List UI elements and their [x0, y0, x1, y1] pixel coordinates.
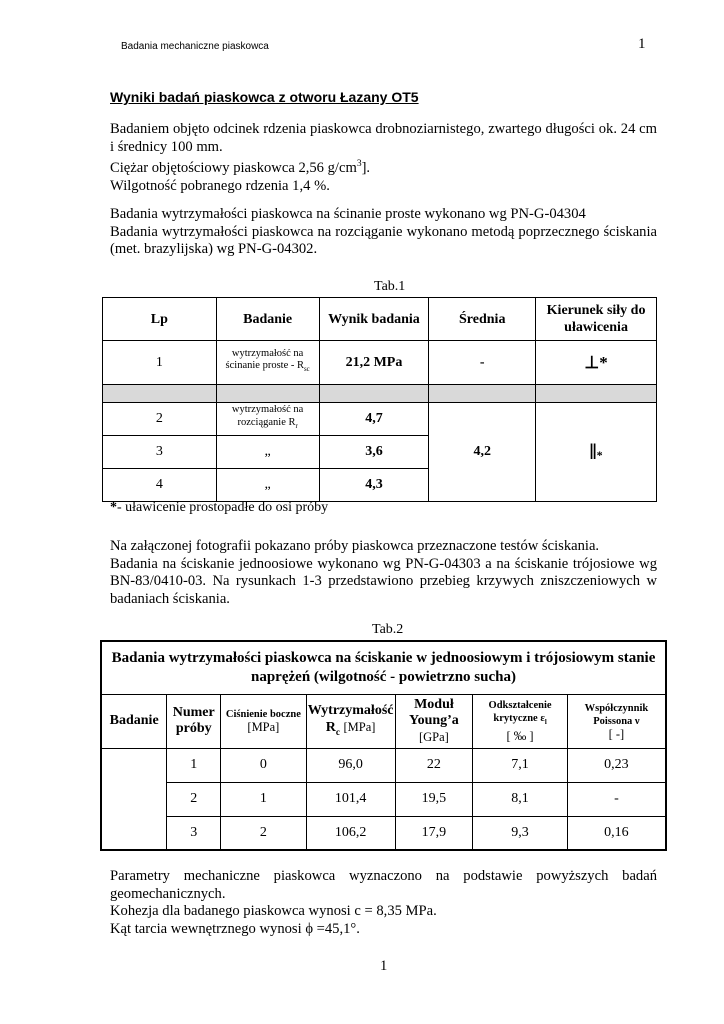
- parallel-star: *: [596, 448, 603, 462]
- table1-cell-srednia-group: 4,2: [429, 403, 536, 502]
- table1-badanie-text: wytrzymałość na rozciąganie R: [231, 404, 304, 428]
- modul-label: Moduł Young’a: [409, 697, 459, 728]
- table1-cell-badanie: [216, 403, 319, 436]
- intro-density-text: Ciężar objętościowy piaskowca 2,56 g/cm: [110, 160, 357, 177]
- table1-cell-lp: 3: [103, 436, 217, 469]
- table1-separator-cell: [216, 385, 319, 403]
- wytrzymalosc-unit: [MPa]: [343, 719, 376, 734]
- photo-line-2: Badania na ściskanie jednoosiowe wykonano wg PN-G-04303 a na ściskanie trójosiowe wg BN-83/0410-03. Na rysunkach 1-3 przedstawiono przebieg krzywych zniszczeniowych w badaniach ściskania.: [110, 555, 657, 607]
- table-row: [101, 782, 666, 816]
- table-row: [101, 816, 666, 850]
- parallel-symbol: ‖: [589, 439, 597, 464]
- table1-header-row: [103, 298, 657, 341]
- cisnienie-unit: [MPa]: [247, 720, 280, 734]
- table2-header-row: [101, 694, 666, 748]
- table1-badanie-sub: r: [295, 423, 298, 431]
- table1-badanie-sub: sc: [303, 366, 310, 374]
- table1-badanie-text: wytrzymałość na ścinanie proste - R: [225, 347, 304, 372]
- table1-cell-lp: 1: [103, 341, 217, 385]
- odksztalcenie-unit: [ ‰ ]: [506, 728, 534, 743]
- table2-cell-poisson: -: [567, 782, 666, 816]
- table2-header-wytrzymalosc: [306, 694, 395, 748]
- table1-separator-row: [103, 385, 657, 403]
- table1-header-kierunek: Kierunek siły do uławicenia: [536, 298, 657, 341]
- table2-cell-modul: 19,5: [395, 782, 473, 816]
- table1-cell-wynik: 21,2 MPa: [319, 341, 429, 385]
- poisson-unit: [ -]: [608, 726, 625, 741]
- table1-header-wynik: Wynik badania: [319, 298, 429, 341]
- table2-cell-numer: 3: [167, 816, 221, 850]
- table2-cell-badanie: [101, 748, 167, 850]
- odksztalcenie-sub: l: [544, 719, 547, 727]
- table2-cell-wytrzymalosc: 106,2: [306, 816, 395, 850]
- table2-cell-odksztalcenie: 9,3: [473, 816, 568, 850]
- table1-caption: Tab.1: [374, 279, 406, 294]
- photo-paragraph: [110, 538, 657, 608]
- header-page-number: 1: [638, 36, 646, 52]
- running-header-title: Badania mechaniczne piaskowca: [121, 41, 269, 52]
- table2-header-odksztalcenie: [473, 694, 568, 748]
- table1-separator-cell: [319, 385, 429, 403]
- table-row: [101, 748, 666, 782]
- table2-cell-numer: 2: [167, 782, 221, 816]
- table2-header-badanie: Badanie: [101, 694, 167, 748]
- table2-cell-cisnienie: 0: [221, 748, 306, 782]
- table1-cell-badanie: „: [216, 436, 319, 469]
- conclusion-line-3: Kąt tarcia wewnętrznego wynosi ϕ =45,1°.: [110, 920, 360, 937]
- photo-line-1: Na załączonej fotografii pokazano próby piaskowca przeznaczone testów ściskania.: [110, 538, 600, 554]
- poisson-label: Współczynnik Poissona ν: [584, 702, 649, 727]
- intro-paragraph: [110, 121, 657, 195]
- odksztalcenie-label: Odkształcenie krytyczne ε: [488, 700, 552, 725]
- conclusion-paragraph: [110, 868, 657, 938]
- table1-cell-lp: 4: [103, 469, 217, 502]
- document-title: Wyniki badań piaskowca z otworu Łazany OT5: [110, 89, 419, 105]
- table2-header-poisson: [567, 694, 666, 748]
- table1-separator-cell: [103, 385, 217, 403]
- table1-cell-srednia: -: [429, 341, 536, 385]
- table2-header-modul: [395, 694, 473, 748]
- conclusion-line-2: Kohezja dla badanego piaskowca wynosi c = 8,35 MPa.: [110, 903, 437, 920]
- table2-header-numer: Numer próby: [167, 694, 221, 748]
- table1-footnote: [110, 500, 328, 516]
- table1-separator-cell: [429, 385, 536, 403]
- table2-cell-poisson: 0,16: [567, 816, 666, 850]
- modul-unit: [GPa]: [418, 730, 449, 744]
- methods-paragraph: [110, 206, 657, 259]
- table1-cell-wynik: 4,3: [319, 469, 429, 502]
- footnote-text: - uławicenie prostopadłe do osi próby: [117, 500, 329, 515]
- footer-page-number: 1: [380, 958, 388, 974]
- table2-cell-modul: 17,9: [395, 816, 473, 850]
- intro-line-2: [110, 156, 657, 177]
- wytrzymalosc-label: Wytrzymałość R: [307, 702, 394, 735]
- table1-header-lp: Lp: [103, 298, 217, 341]
- table1-header-badanie: Badanie: [216, 298, 319, 341]
- table1-cell-lp: 2: [103, 403, 217, 436]
- methods-line-2: Badania wytrzymałości piaskowca na rozciąganie wykonano metodą poprzecznego ściskania (met. brazylijska) wg PN-G-04302.: [110, 223, 657, 258]
- table1-cell-kierunek: ⊥*: [536, 341, 657, 385]
- table2-title-row: [101, 641, 666, 694]
- results-table-1: [102, 297, 657, 502]
- table2-cell-cisnienie: 2: [221, 816, 306, 850]
- table1-cell-badanie: „: [216, 469, 319, 502]
- table2-cell-numer: 1: [167, 748, 221, 782]
- table2-cell-poisson: 0,23: [567, 748, 666, 782]
- table2-cell-cisnienie: 1: [221, 782, 306, 816]
- table1-cell-kierunek-group: [536, 403, 657, 502]
- table2-caption: Tab.2: [372, 622, 404, 637]
- table-row: [103, 341, 657, 385]
- compression-table-2: [100, 640, 667, 851]
- table1-cell-wynik: 3,6: [319, 436, 429, 469]
- table2-title: Badania wytrzymałości piaskowca na ściskanie w jednoosiowym i trójosiowym stanie naprężeń (wilgotność - powietrzno sucha): [101, 641, 666, 694]
- table2-cell-odksztalcenie: 7,1: [473, 748, 568, 782]
- table2-cell-wytrzymalosc: 101,4: [306, 782, 395, 816]
- table1-cell-badanie: [216, 341, 319, 385]
- intro-density-end: ].: [361, 160, 371, 177]
- table1-cell-wynik: 4,7: [319, 403, 429, 436]
- cisnienie-label: Ciśnienie boczne: [225, 709, 301, 720]
- conclusion-line-1: Parametry mechaniczne piaskowca wyznaczono na podstawie powyższych badań geomechanicznych.: [110, 868, 657, 902]
- table2-cell-modul: 22: [395, 748, 473, 782]
- table2-cell-wytrzymalosc: 96,0: [306, 748, 395, 782]
- table2-cell-odksztalcenie: 8,1: [473, 782, 568, 816]
- methods-line-1: Badania wytrzymałości piaskowca na ścinanie proste wykonano wg PN-G-04304: [110, 206, 586, 222]
- table-row: [103, 403, 657, 436]
- intro-line-3: Wilgotność pobranego rdzenia 1,4 %.: [110, 177, 330, 194]
- intro-line-1: Badaniem objęto odcinek rdzenia piaskowca drobnoziarnistego, zwartego długości ok. 24 cm i średnicy 100 mm.: [110, 121, 657, 155]
- table1-header-srednia: Średnia: [429, 298, 536, 341]
- table1-separator-cell: [536, 385, 657, 403]
- footnote-mark: *: [110, 500, 117, 515]
- wytrzymalosc-sub: c: [335, 726, 340, 737]
- intro-density-sup: 3: [356, 159, 362, 170]
- table2-header-cisnienie: [221, 694, 306, 748]
